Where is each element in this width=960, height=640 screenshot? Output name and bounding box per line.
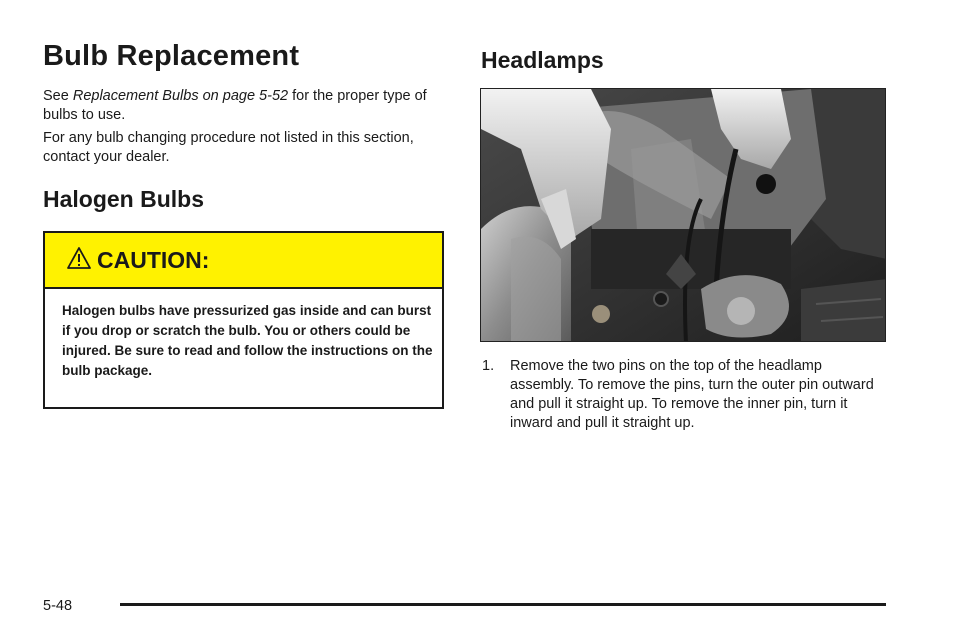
page-number: 5-48 [43,598,73,614]
replacement-bulbs-link[interactable]: Replacement Bulbs on page 5-52 [72,88,289,104]
intro-suffix: for the proper type of bulbs to use. [43,88,427,123]
halogen-bulbs-heading: Halogen Bulbs [43,186,205,212]
footer-rule [120,603,886,606]
caution-header [45,233,442,289]
dealer-paragraph: For any bulb changing procedure not listed in this section, contact your dealer. [43,130,414,165]
headlamp-illustration [481,89,886,342]
step-number: 1. [482,358,495,374]
intro-prefix: See [43,88,73,104]
warning-triangle-icon [67,246,91,270]
intro-paragraph [43,87,433,125]
caution-text: Halogen bulbs have pressurized gas inside and can burst if you drop or scratch the bulb. You or others could be injured. Be sure to read and follow the instructions on the bulb package. [62,303,433,378]
caution-title: CAUTION: [97,247,210,273]
headlamps-heading: Headlamps [481,47,604,73]
page-title: Bulb Replacement [43,40,300,72]
step-text: Remove the two pins on the top of the headlamp assembly. To remove the pins, turn the outer pin outward and pull it straight up. To remove the inner pin, turn it inward and pull it straight up. [510,358,874,431]
headlamp-photo [480,88,886,342]
caution-box [43,231,444,409]
